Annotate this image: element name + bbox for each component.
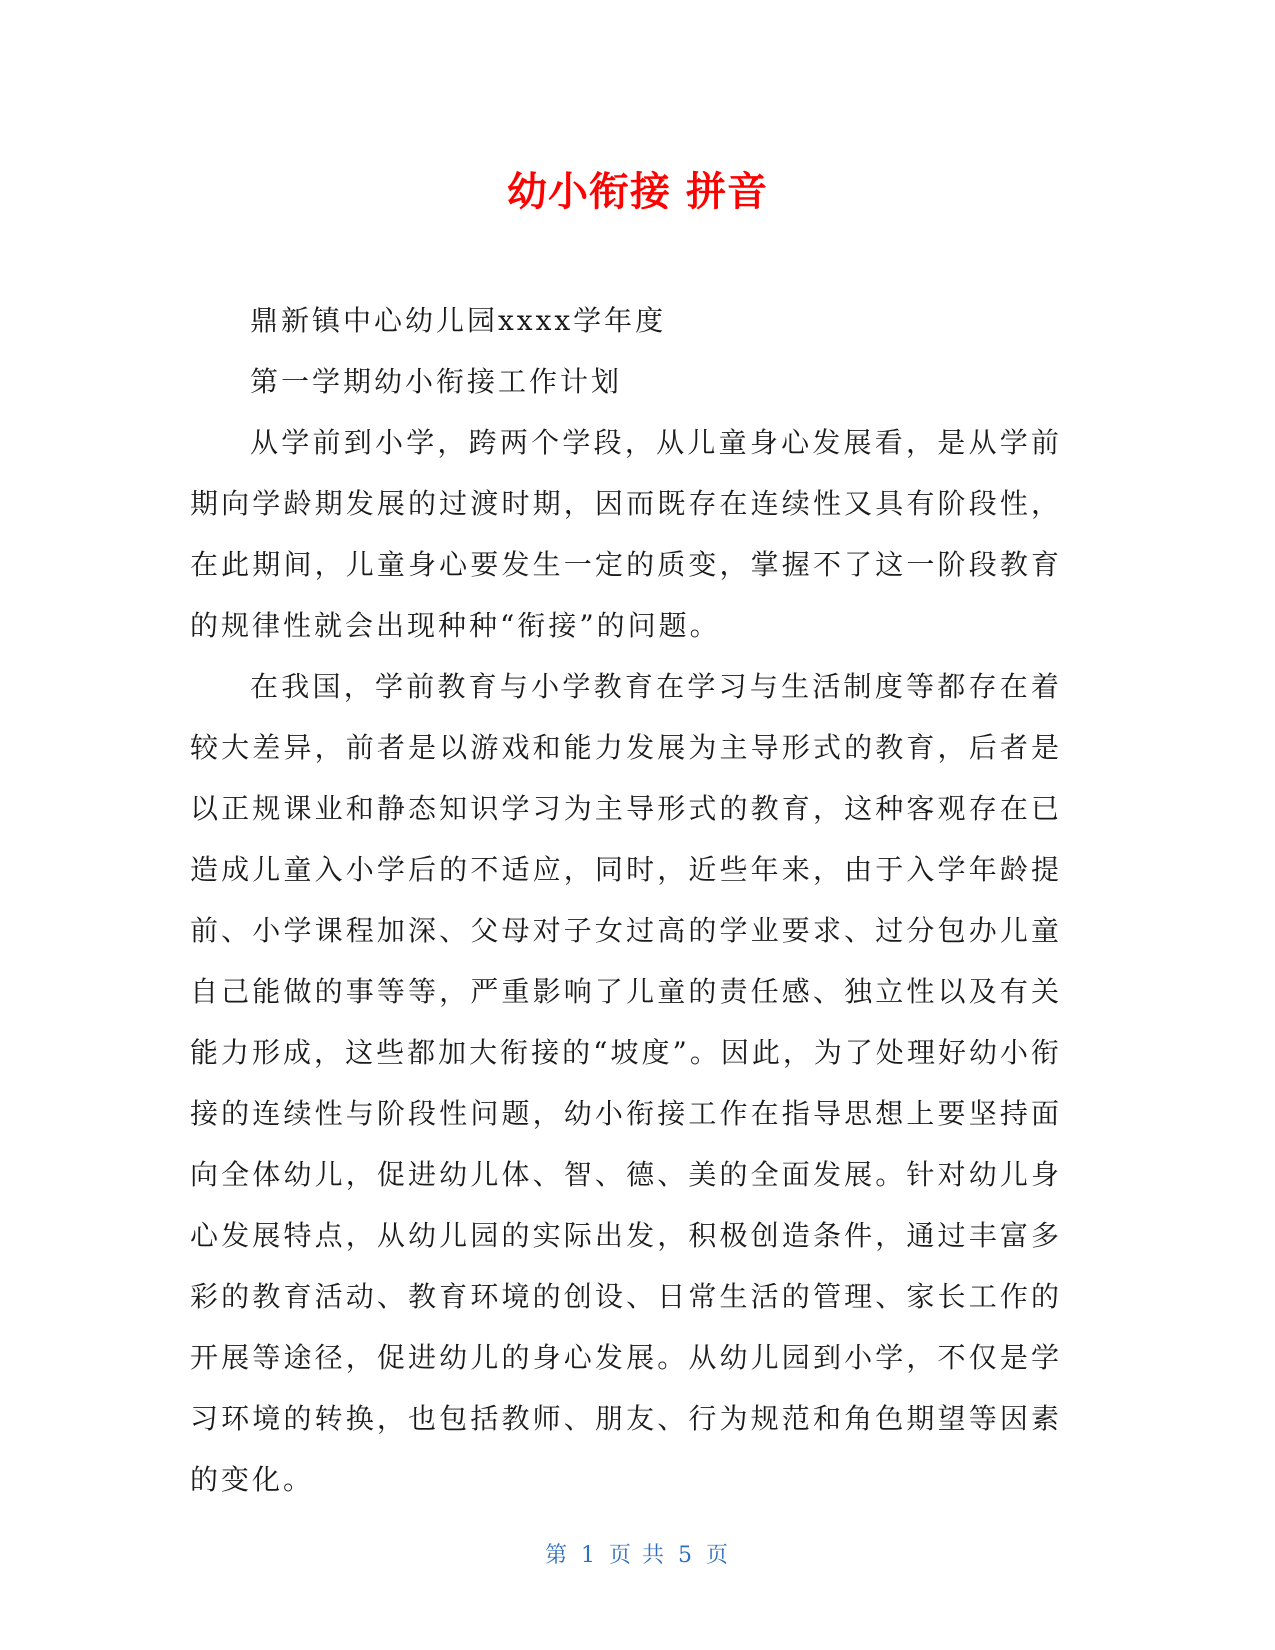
footer-total-pages: 5: [678, 1543, 694, 1568]
paragraph-school-year: 鼎新镇中心幼儿园xxxx学年度: [250, 304, 667, 337]
footer-label-page: 第: [544, 1543, 569, 1568]
footer-label-end: 页: [706, 1543, 731, 1568]
paragraph-plan-title: 第一学期幼小衔接工作计划: [250, 365, 623, 398]
footer-label-of: 页 共: [609, 1543, 666, 1568]
footer-current-page: 1: [581, 1543, 597, 1568]
paragraph-differences: 在我国，学前教育与小学教育在学习与生活制度等都存在着较大差异，前者是以游戏和能力发展为主导形式的教育，后者是以正规课业和静态知识学习为主导形式的教育，这种客观存在已造成儿童入小学后的不适应，同时，近些年来，由于入学年龄提前、小学课程加深、父母对子女过高的学业要求、过分包办儿童自己能做的事等等，严重影响了儿童的责任感、独立性以及有关能力形成，这些都加大衔接的“坡度”。因此，为了处理好幼小衔接的连续性与阶段性问题，幼小衔接工作在指导思想上要坚持面向全体幼儿，促进幼儿体、智、德、美的全面发展。针对幼儿身心发展特点，从幼儿园的实际出发，积极创造条件，通过丰富多彩的教育活动、教育环境的创设、日常生活的管理、家长工作的开展等途径，促进幼儿的身心发展。从幼儿园到小学，不仅是学习环境的转换，也包括教师、朋友、行为规范和角色期望等因素的变化。: [190, 670, 1062, 1496]
paragraph-intro: 从学前到小学，跨两个学段，从儿童身心发展看，是从学前期向学龄期发展的过渡时期，因而既存在连续性又具有阶段性，在此期间，儿童身心要发生一定的质变，掌握不了这一阶段教育的规律性就会出现种种“衔接”的问题。: [190, 426, 1062, 642]
document-body: [190, 290, 1062, 1510]
document-title: 幼小衔接 拼音: [507, 169, 768, 215]
page-number-footer: [0, 1538, 1275, 1569]
